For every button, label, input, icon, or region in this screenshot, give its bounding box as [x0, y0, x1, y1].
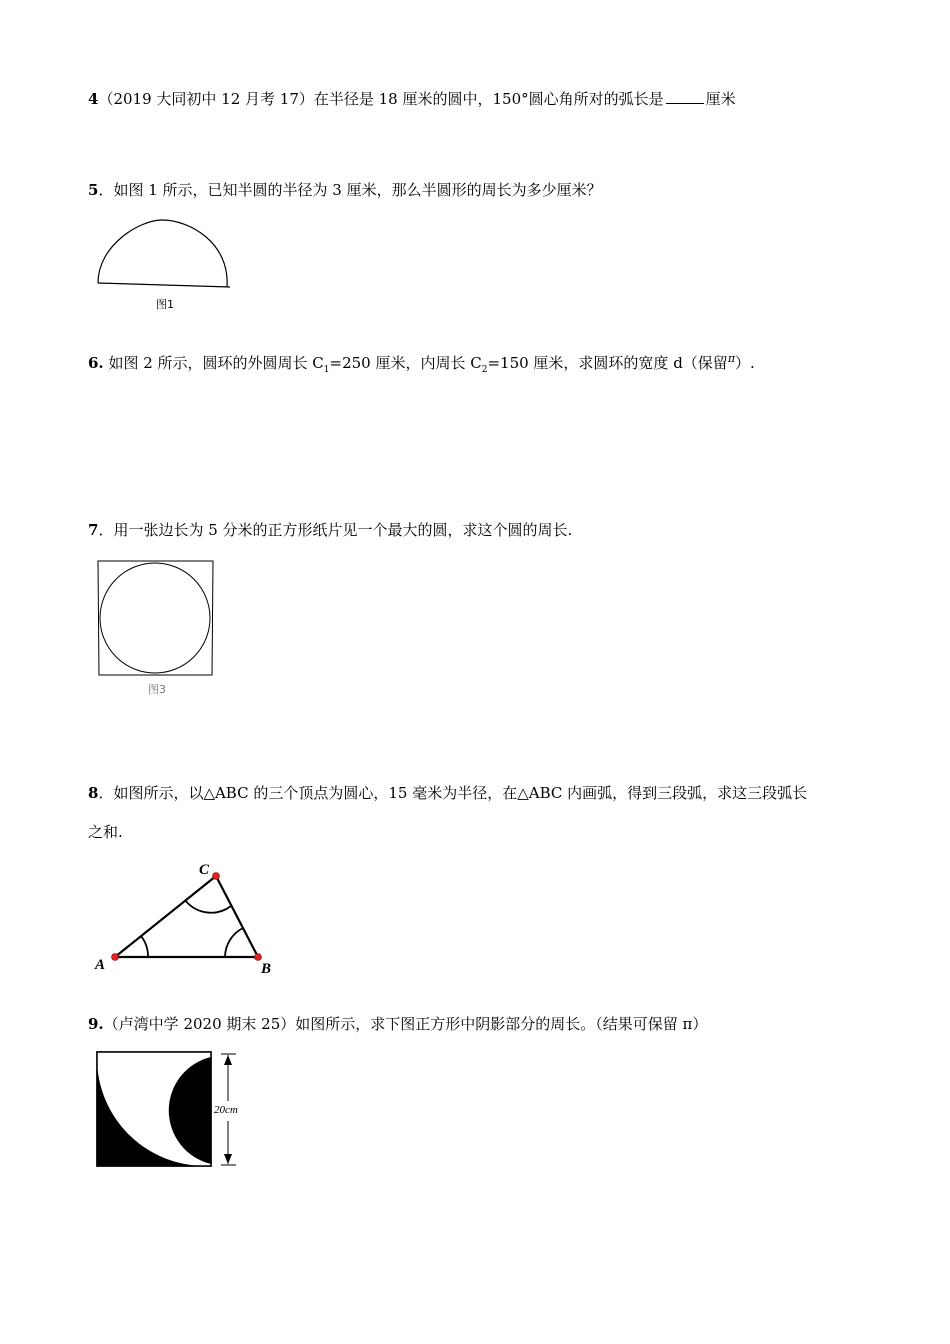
figure-1-caption: 图1 [156, 298, 174, 311]
vertex-a-dot [112, 954, 119, 961]
triangle-figure [90, 855, 285, 980]
question-text: 如图 2 所示，圆环的外圆周长 C [103, 354, 324, 372]
answer-blank[interactable] [666, 89, 704, 104]
question-4 [88, 89, 736, 109]
dimension-arrow-down [224, 1154, 232, 1164]
question-number: 8 [88, 784, 99, 802]
question-number: 6. [88, 354, 104, 372]
question-number: 7 [88, 521, 99, 539]
arc-at-c [185, 900, 231, 913]
question-text: ．如图所示，以△ABC 的三个顶点为圆心，15 毫米为半径，在△ABC 内画弧，得到三段弧，求这三段弧长 [98, 784, 808, 802]
dimension-arrow-up [224, 1055, 232, 1065]
question-9 [88, 1014, 707, 1034]
arc-at-a [141, 936, 148, 957]
question-8-line-2: 之和. [88, 823, 123, 841]
semicircle-arc [98, 220, 227, 287]
vertex-c-dot [213, 873, 220, 880]
question-8-line-1 [88, 783, 807, 803]
question-5 [88, 180, 602, 200]
figure-3-caption: 图3 [148, 683, 166, 696]
semicircle-figure [90, 215, 240, 290]
subscript-2: 2 [481, 365, 488, 375]
question-7 [88, 520, 572, 540]
vertex-b-dot [255, 954, 262, 961]
question-6 [88, 349, 755, 380]
question-number: 4 [88, 90, 99, 108]
question-text: （2019 大同初中 12 月考 17）在半径是 18 厘米的圆中，150°圆心角所对的弧长是 [98, 90, 664, 108]
semicircle-diameter [98, 283, 230, 287]
subscript-1: 1 [323, 365, 330, 375]
question-text: （卢湾中学 2020 期末 25）如图所示，求下图正方形中阴影部分的周长。（结果可保留 π） [103, 1015, 708, 1033]
question-text-3: =150 厘米，求圆环的宽度 d（保留 [487, 354, 728, 372]
question-number: 5 [88, 181, 99, 199]
arc-at-b [225, 928, 243, 957]
dimension-label: 20cm [214, 1104, 238, 1116]
shaded-square-figure [96, 1051, 256, 1171]
vertex-a-label: A [95, 957, 106, 973]
side-bc [216, 876, 258, 957]
question-text: ．如图 1 所示，已知半圆的半径为 3 厘米，那么半圆形的周长为多少厘米？ [98, 181, 602, 199]
question-number: 9. [88, 1015, 104, 1033]
square-circle-figure [96, 560, 216, 678]
pi-symbol: π [727, 352, 736, 365]
question-text: ．用一张边长为 5 分米的正方形纸片见一个最大的圆，求这个圆的周长. [98, 521, 573, 539]
question-text-4: ）. [735, 354, 755, 372]
square-outline [98, 561, 213, 675]
side-ac [115, 876, 216, 957]
question-text-end: 厘米 [705, 90, 736, 108]
question-text-2: =250 厘米，内周长 C [329, 354, 482, 372]
vertex-b-label: B [261, 961, 272, 977]
vertex-c-label: C [199, 862, 210, 878]
inscribed-circle [100, 563, 210, 673]
